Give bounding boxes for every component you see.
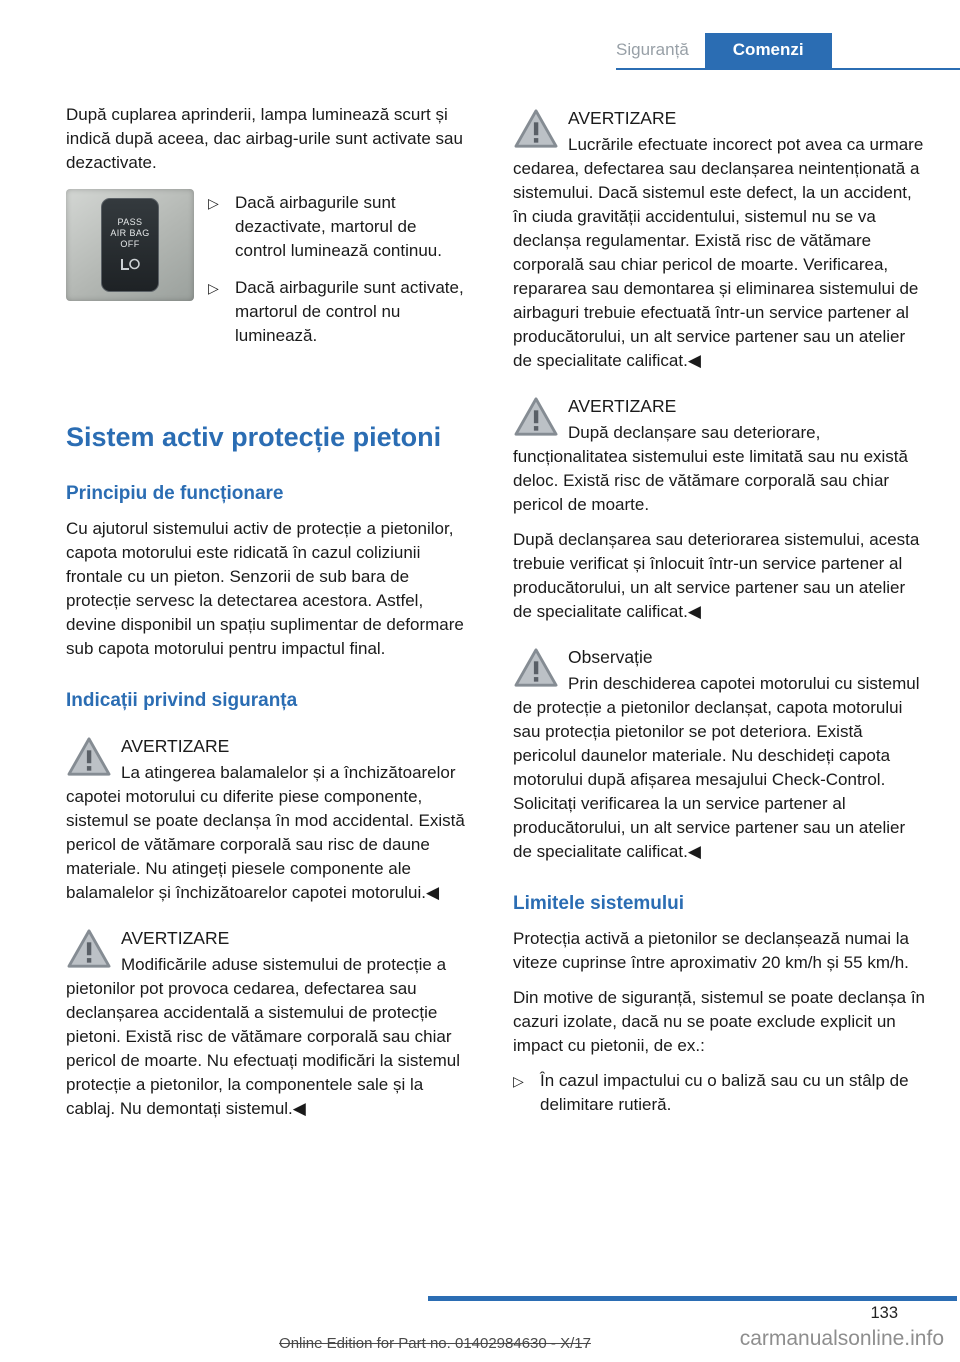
header-section-label: Siguranță [616,39,689,59]
airbag-indicator-row [66,189,468,361]
warning-text: După declanșarea sau deteriorarea sistemului, acesta trebuie verificat și înlocuit într-un service partener al producătorului, un alt service partener sau un atelier de specialitate calificat.◀ [513,530,920,621]
warning-triangle-icon [513,396,559,438]
edition-note: Online Edition for Part no. 01402984630 - X/17 [279,1335,591,1352]
pass-airbag-button-photo [66,189,194,301]
warning-block [513,393,925,624]
button-label-line: AIR BAG [110,228,150,238]
warning-block [66,733,468,905]
note-block [513,644,925,864]
airbag-pictogram-icon [118,257,142,273]
warning-text: La atingerea balamalelor și a închizătoarelor capotei motorului cu diferite piese componente, sistemul se poate declanșa în mod accidental. Există pericol de vătămare corporală sau risc de daune materiale. Nu atingeți piesele componente ale balamalelor și închizătoarelor capotei motorului.◀ [66,763,465,902]
bullet-text: Dacă airbagurile sunt dezactivate, martorul de control luminează continuu. [235,193,442,260]
warning-label: AVERTIZARE [568,396,677,416]
pass-airbag-off-button [101,198,159,292]
warning-text: Modificările aduse sistemului de protecție a pietonilor pot provoca cedarea, defectarea sau declanșarea accidentală a sistemului de protecție pietoni. Există risc de vătămare corporală sau chiar pericol de moarte. Nu efectuați modificări la sistemul protecție a pietonilor, la componentele sale și la cablaj. Nu demontați sistemul.◀ [66,955,460,1118]
warning-label: AVERTIZARE [568,108,677,128]
limitele-paragraph: Protecția activă a pietonilor se declanșează numai la viteze cuprinse între aproximativ 20 km/h și 55 km/h. [513,929,909,972]
warning-triangle-icon [513,108,559,150]
pass-airbag-button-label [110,217,149,250]
subsection-heading-limitele: Limitele sistemului [513,893,685,914]
subsection-heading-principiu: Principiu de funcționare [66,483,284,504]
intro-paragraph: După cuplarea aprinderii, lampa luminează scurt și indică după aceea, dac airbag-urile sunt activate sau dezactivate. [66,105,463,172]
page-header [616,33,960,70]
warning-text: Lucrările efectuate incorect pot avea ca urmare cedarea, defectarea sau declanșarea neintenționată a sistemului. Dacă sistemul este defect, la un accident, în ciuda gravității accidentului, sistemul nu se va declanșa regulamentar. Există risc de vătămare corporală sau chiar pericol de moarte. Verificarea, repararea sau demontarea și eliminarea sistemului de airbaguri trebuie efectuată într-un service partener al producătorului, un alt service partener sau un atelier de specialitate calificat.◀ [513,135,924,370]
note-text: Prin deschiderea capotei motorului cu sistemul de protecție a pietonilor declanșat, capota motorului sau protecția pietonilor se pot deteriora. Există pericolul daunelor materiale. Nu deschideți capota motorului după afișarea mesajului Check-Control. Solicitați verificarea la un service partener al producătorului, un alt service partener sau un atelier de specialitate calificat.◀ [513,674,920,861]
header-spacer [832,33,894,68]
note-label: Observație [568,647,653,667]
page-number: 133 [870,1304,898,1322]
subsection-heading-indicatii: Indicații privind siguranța [66,690,298,711]
site-watermark: carmanualsonline.info [739,1327,944,1350]
warning-triangle-icon [66,928,112,970]
airbag-indicator-bullets [208,189,468,361]
warning-block [66,925,468,1121]
warning-triangle-icon [66,736,112,778]
limitele-paragraph: Din motive de siguranță, sistemul se poate declanșa în cazuri izolate, dacă nu se poate exclude explicit un impact cu pietonii, de ex.: [513,988,926,1055]
warning-label: AVERTIZARE [121,928,230,948]
bullet-text: În cazul impactului cu o baliză sau cu un stâlp de delimitare rutieră. [540,1071,909,1114]
bullet-text: Dacă airbagurile sunt activate, martorul de control nu luminează. [235,278,464,345]
warning-label: AVERTIZARE [121,736,230,756]
footer-rule [428,1296,957,1301]
bullet-triangle-icon [208,191,235,263]
list-item [208,191,468,263]
chapter-heading: Sistem activ protecție pietoni [66,422,442,452]
principiu-paragraph: Cu ajutorul sistemului activ de protecție a pietonilor, capota motorului este ridicată în cazul coliziunii frontale cu un pieton. Senzorii de sub bara de protecție servesc la detectarea acestora. Astfel, devine disponibil un spațiu suplimentar de deformare sub capota motorului pentru impactul final. [66,519,464,658]
bullet-triangle-icon [513,1069,540,1117]
list-item [208,276,468,348]
bullet-triangle-icon [208,276,235,348]
button-label-line: PASS [117,217,143,227]
button-label-line: OFF [120,239,140,249]
warning-block [513,105,925,373]
right-column [513,103,925,1130]
header-chapter-tab: Comenzi [705,33,832,68]
left-column [66,103,468,1132]
list-item [513,1069,925,1117]
warning-text: După declanșare sau deteriorare, funcționalitatea sistemului este limitată sau nu există deloc. Există risc de vătămare corporală sau chiar pericol de moarte. [513,423,908,514]
warning-triangle-icon [513,647,559,689]
